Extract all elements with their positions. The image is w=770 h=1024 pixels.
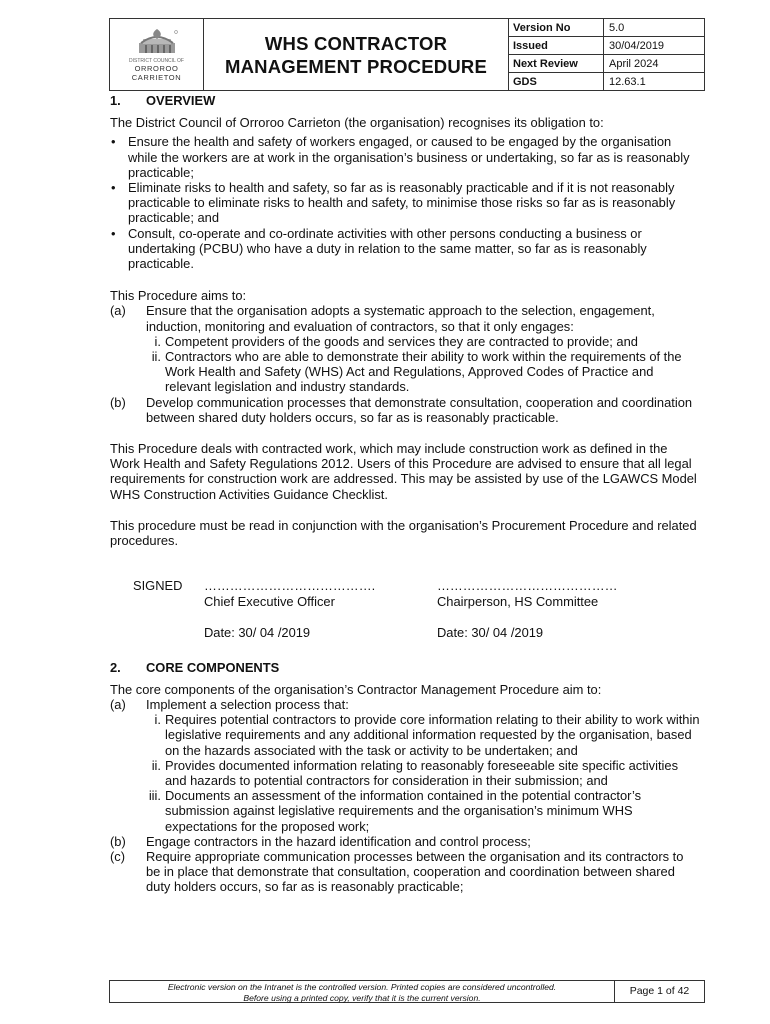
aim-a-item-text: Contractors who are able to demonstrate their ability to work within the requirements of the Work Health and Safety (WHS) Act and Regulations, Approved Codes of Practice and relevant legislation and industry standards. [165,349,682,395]
roman-label: ii. [151,349,161,365]
signature-block [110,578,700,640]
core-a [110,697,700,712]
overview-intro: The District Council of Orroroo Carrieton (the organisation) recognises its obligation to: [110,115,604,131]
core-a-text: Implement a selection process that: [146,696,349,712]
signatory-role-chair: Chairperson, HS Committee [437,593,599,609]
signature-line-ceo: …………………………………. [204,578,376,594]
construction-paragraph: This Procedure deals with contracted work, which may include construction work as defined in the Work Health and Safety Regulations 2012. Users of this Procedure are advised to ensure that all legal requirements for construction work are addressed. This may be assisted by use of the LGAWCS Model WHS Construction Activities Guidance Checklist. [110,441,697,502]
aim-a-item [110,349,700,395]
meta-value-issued: 30/04/2019 [604,37,705,55]
core-a-item [110,788,700,834]
aim-a-item-text: Competent providers of the goods and services they are contracted to provide; and [165,333,638,349]
section-heading-core-components [110,660,700,675]
footer-control-note [109,980,615,1003]
meta-key-issued: Issued [509,37,604,55]
meta-value-version: 5.0 [604,19,705,37]
obligation-list [110,134,700,271]
page-number: Page 1 of 42 [615,980,705,1003]
section-title: CORE COMPONENTS [146,659,280,675]
core-c-label: (c) [110,848,126,864]
meta-key-version: Version No [509,19,604,37]
aim-a-item [110,334,700,349]
meta-value-gds: 12.63.1 [604,73,705,91]
council-logo [110,27,203,82]
aim-a-label: (a) [110,303,126,319]
roman-label: iii. [148,788,161,804]
aim-a-text: Ensure that the organisation adopts a systematic approach to the selection, engagement, induction, monitoring and evaluation of contractors, so that it only engages: [146,303,655,334]
core-b [110,834,700,849]
meta-value-next-review: April 2024 [604,55,705,73]
list-item: • Consult, co-operate and co-ordinate activities with other persons conducting a business or undertaking (PCBU) who have a duty in relation to the same matter, so far as is reasonably practicable. [110,226,700,272]
aim-b-text: Develop communication processes that demonstrate consultation, cooperation and coordination between shared duty holders occurs, so far as is reasonably practicable. [146,394,693,425]
core-b-label: (b) [110,833,126,849]
meta-key-next-review: Next Review [509,55,604,73]
signatory-role-ceo: Chief Executive Officer [204,593,335,609]
logo-name: ORROROO CARRIETON [131,64,182,82]
logo-cell [110,19,204,91]
document-body [110,93,700,895]
signature-date-ceo: Date: 30/ 04 /2019 [204,625,311,641]
core-a-item [110,712,700,758]
core-a-item [110,758,700,788]
council-logo-icon [135,27,179,57]
core-c-text: Require appropriate communication processes between the organisation and its contractors to be in place that demonstrate that consultation, cooperation and coordination between shared duty holders occurs, so far as is reasonably practicable; [146,848,684,895]
conjunction-paragraph: This procedure must be read in conjunction with the organisation’s Procurement Procedure and related procedures. [110,517,697,549]
core-intro: The core components of the organisation’s Contractor Management Procedure aim to: [110,681,602,697]
core-a-item-text: Requires potential contractors to provide core information relating to their ability to work within legislative requirements and any additional information requested by the organisation, based on the hazards associated with the task or activity to be undertaken; and [165,712,700,758]
core-a-label: (a) [110,696,126,712]
aims-intro: This Procedure aims to: [110,288,247,304]
list-item: • Eliminate risks to health and safety, so far as is reasonably practicable and if it is not reasonably practicable to eliminate risks to health and safety, to minimise those risks so far as is reasonably practicable; and [110,180,700,226]
section-heading-overview [110,93,700,108]
signature-date-chair: Date: 30/ 04 /2019 [437,625,544,641]
section-title: OVERVIEW [146,93,216,108]
roman-label: ii. [151,757,161,773]
footer-note-line-2: Before using a printed copy, verify that it is the current version. [243,992,481,1003]
roman-label: i. [154,333,161,349]
aim-b [110,395,700,425]
section-number: 2. [110,659,121,675]
signed-label: SIGNED [133,578,183,594]
core-c [110,849,700,895]
roman-label: i. [154,712,161,728]
footer-note-line-1: Electronic version on the Intranet is the controlled version. Printed copies are considered uncontrolled. [167,982,557,992]
core-a-item-text: Documents an assessment of the information contained in the potential contractor’s submission against legislative requirements and the organisation’s minimum WHS expectations for the proposed work; [165,788,642,834]
title-line-2: MANAGEMENT PROCEDURE [225,55,487,77]
meta-key-gds: GDS [509,73,604,91]
core-a-item-text: Provides documented information relating to reasonably foreseeable site specific activities and hazards to potential contractors for consideration in their submission; and [165,757,679,788]
aim-b-label: (b) [110,394,126,410]
document-header-table [109,18,705,91]
signature-line-chair: …………………………………… [437,578,618,594]
aim-a [110,303,700,333]
title-line-1: WHS CONTRACTOR [264,32,448,54]
logo-small-text: DISTRICT COUNCIL OF [128,58,184,64]
section-number: 1. [110,93,121,108]
core-b-text: Engage contractors in the hazard identification and control process; [146,833,531,849]
document-title [204,19,509,91]
list-item: • Ensure the health and safety of workers engaged, or caused to be engaged by the organisation while the workers are at work in the organisation’s business or undertaking, so far as is reasonably practicable; [110,134,700,180]
